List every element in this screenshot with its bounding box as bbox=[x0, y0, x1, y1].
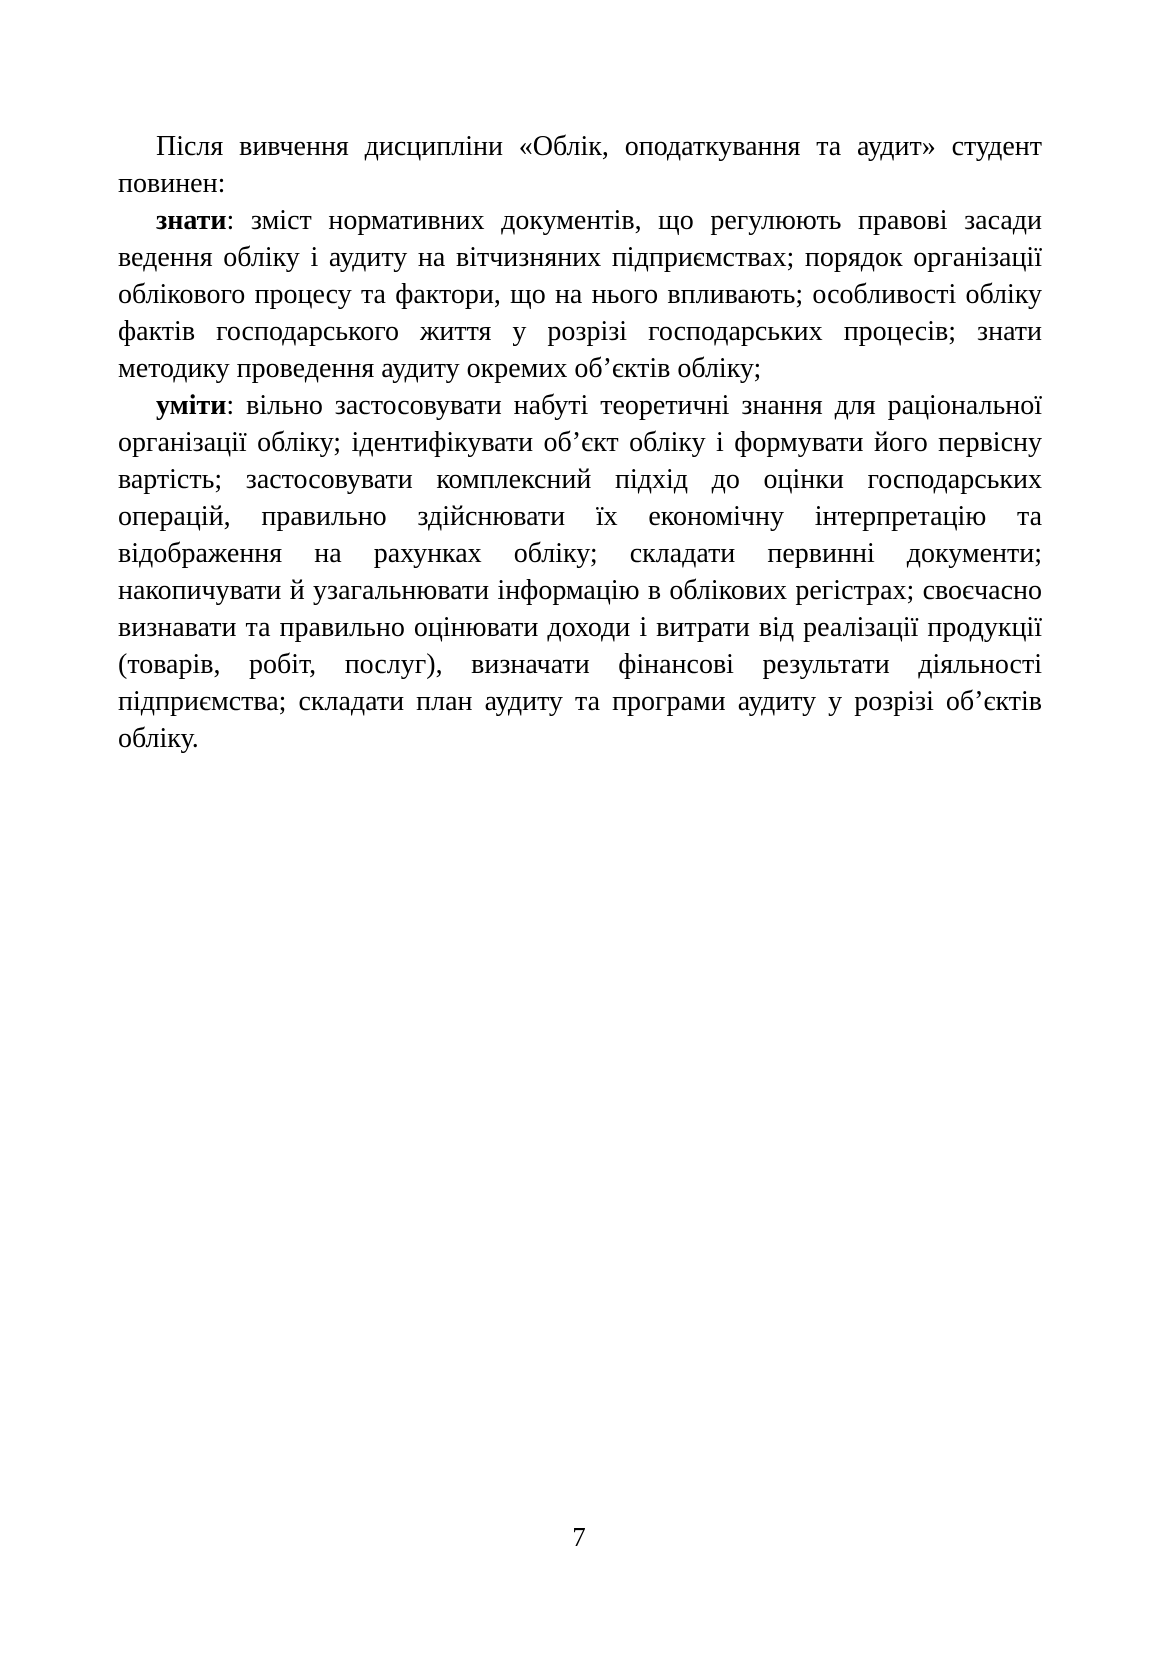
page-number: 7 bbox=[572, 1522, 586, 1552]
paragraph-umity bbox=[118, 387, 1042, 757]
paragraph-znaty-lead: знати bbox=[156, 205, 227, 236]
paragraph-intro bbox=[118, 128, 1042, 202]
body-text bbox=[118, 128, 1042, 757]
paragraph-umity-lead: уміти bbox=[156, 390, 227, 421]
paragraph-znaty-text: : зміст нормативних документів, що регулюють правові засади ведення обліку і аудиту на вітчизняних підприємствах; порядок організації облікового процесу та фактори, що на нього впливають; особливості обліку фактів господарського життя у розрізі господарських процесів; знати методику проведення аудиту окремих об’єктів обліку; bbox=[118, 205, 1042, 384]
paragraph-znaty bbox=[118, 202, 1042, 387]
paragraph-umity-text: : вільно застосовувати набуті теоретичні знання для раціональної організації обліку; ідентифікувати об’єкт обліку і формувати його первісну вартість; застосовувати комплексний підхід до оцінки господарських операцій, правильно здійснювати їх економічну інтерпретацію та відображення на рахунках обліку; складати первинні документи; накопичувати й узагальнювати інформацію в облікових регістрах; своєчасно визнавати та правильно оцінювати доходи і витрати від реалізації продукції (товарів, робіт, послуг), визначати фінансові результати діяльності підприємства; складати план аудиту та програми аудиту у розрізі об’єктів обліку. bbox=[118, 390, 1042, 754]
paragraph-intro-text: Після вивчення дисципліни «Облік, оподаткування та аудит» студент повинен: bbox=[118, 131, 1042, 199]
